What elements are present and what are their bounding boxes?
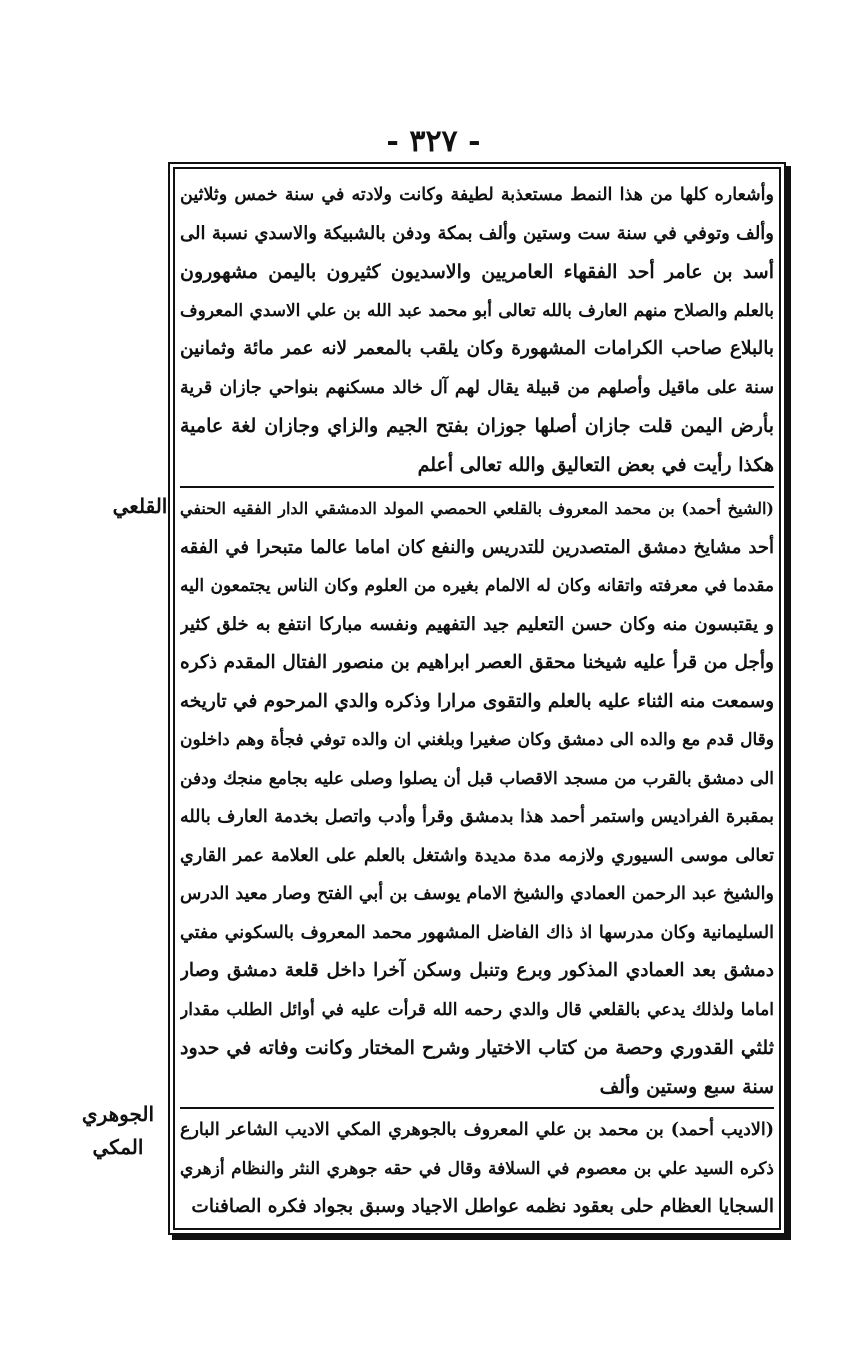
text-line: السليمانية وكان مدرسها اذ ذاك الفاضل المشهور محمد المعروف بالسكوني مفتي: [180, 922, 774, 943]
text-line: السجايا العظام حلى بعقود نظمه عواطل الاجياد وسبق بجواد فكره الصافنات: [191, 1196, 774, 1217]
text-line: اماما ولذلك يدعي بالقلعي قال والدي رحمه الله قرأت عليه في أوائل الطلب مقدار: [180, 999, 774, 1020]
page-number: - ٣٢٧ -: [386, 124, 481, 159]
entry-ahmad-al-jawhari: [180, 1111, 774, 1227]
text-line: ذكره السيد علي بن معصوم في السلافة وقال في حقه جوهري النثر والنظام أزهري: [180, 1158, 774, 1179]
text-line: (الشيخ أحمد) بن محمد المعروف بالقلعي الحمصي المولد الدمشقي الدار الفقيه الحنفي: [180, 499, 774, 518]
text-line: ثلثي القدوري وحصة من كتاب الاختيار وشرح المختار وكانت وفاته في حدود: [180, 1037, 774, 1059]
text-line: (الاديب أحمد) بن محمد بن علي المعروف بالجوهري المكي الاديب الشاعر البارع: [180, 1120, 774, 1140]
text-line: أسد بن عامر أحد الفقهاء العامريين والاسديون كثيرون باليمن مشهورون: [180, 261, 774, 283]
text-line: بالعلم والصلاح منهم العارف بالله تعالى أبو محمد عبد الله بن علي الاسدي المعروف: [180, 300, 774, 321]
entry-separator: [180, 1107, 774, 1109]
margin-note-qalai: القلعي: [112, 494, 168, 518]
margin-note-jawhari: الجوهري: [81, 1102, 155, 1126]
text-line: وألف وتوفي في سنة ست وستين وألف بمكة ودفن بالشبيكة والاسدي نسبة الى: [180, 222, 774, 244]
text-line: بمقبرة الفراديس واستمر أحمد هذا بدمشق وقرأ وأدب واتصل بخدمة العارف بالله: [180, 807, 774, 827]
text-line: سنة سبع وستين وألف: [599, 1075, 774, 1098]
text-line: وأجل من قرأ عليه شيخنا محقق العصر ابراهيم بن منصور الفتال المقدم ذكره: [180, 652, 774, 673]
text-line: بالبلاع صاحب الكرامات المشهورة وكان يلقب بالمعمر لانه عمر مائة وثمانين: [180, 338, 774, 359]
text-line: هكذا رأيت في بعض التعاليق والله تعالى أعلم: [417, 453, 774, 476]
text-line: دمشق بعد العمادي المذكور وبرع وتنبل وسكن آخرا داخل قلعة دمشق وصار: [180, 960, 774, 981]
text-line: بأرض اليمن قلت جازان أصلها جوزان بفتح الجيم والزاي وجازان لغة عامية: [180, 415, 774, 437]
frame-shadow-bottom: [172, 1234, 790, 1240]
text-line: تعالى موسى السيوري ولازمه مدة مديدة واشتغل بالعلم على العلامة عمر القاري: [180, 845, 774, 866]
text-line: وسمعت منه الثناء عليه بالعلم والتقوى مرارا وذكره والدي المرحوم في تاريخه: [180, 690, 774, 712]
margin-note-makki: المكي: [92, 1135, 144, 1159]
entry-ahmad-al-qalai: [180, 490, 774, 1106]
text-line: سنة على ماقيل وأصلهم من قبيلة يقال لهم آل خالد مسكنهم بنواحي جازان قرية: [180, 377, 774, 398]
entry-continuation: [180, 176, 774, 484]
text-line: والشيخ عبد الرحمن العمادي والشيخ الامام يوسف بن أبي الفتح وصار معيد الدرس: [180, 884, 774, 904]
text-line: وقال قدم مع والده الى دمشق وكان صغيرا وبلغني ان والده توفي فجأة وهم داخلون: [180, 730, 774, 750]
text-line: و يقتبسون منه وكان حسن التعليم جيد التفهيم ونفسه مباركا انتفع به خلق كثير: [180, 613, 774, 635]
frame-shadow-right: [786, 166, 791, 1240]
entry-separator: [180, 486, 774, 488]
text-line: الى دمشق بالقرب من مسجد الاقصاب قبل أن يصلوا وصلى عليه بجامع منجك ودفن: [180, 768, 774, 789]
text-line: وأشعاره كلها من هذا النمط مستعذبة لطيفة وكانت ولادته في سنة خمس وثلاثين: [180, 185, 774, 205]
text-line: أحد مشايخ دمشق المتصدرين للتدريس والنفع كان اماما عالما متبحرا في الفقه: [180, 536, 774, 558]
text-line: مقدما في معرفته واتقانه وكان له الالمام بغيره من العلوم وكان الناس يجتمعون اليه: [180, 576, 774, 596]
